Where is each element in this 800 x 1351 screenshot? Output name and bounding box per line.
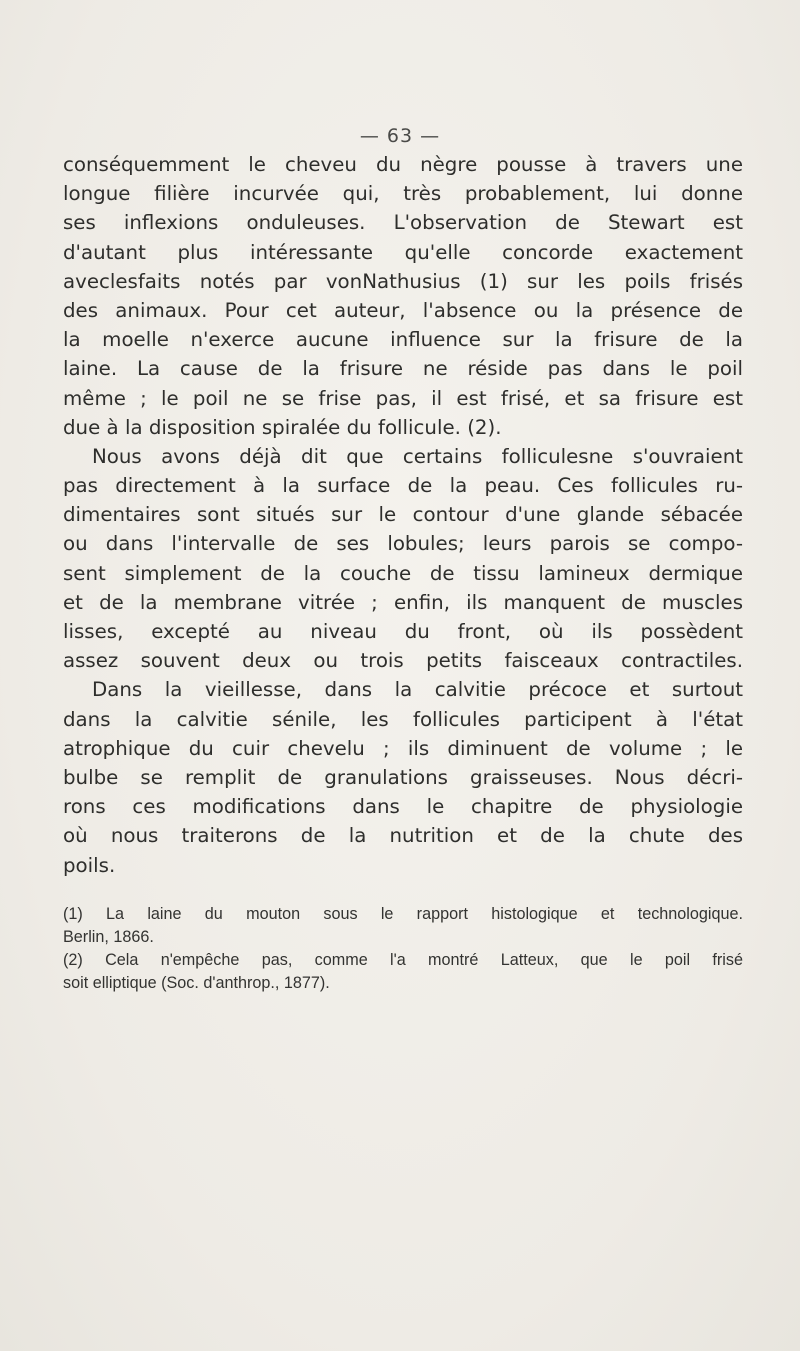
text-line: due à la disposition spiralée du follicule. (2). (63, 415, 502, 439)
text-line: aveclesfaits notés par vonNathusius (1) sur les poils frisés (63, 269, 743, 293)
text-line: d'autant plus intéressante qu'elle concorde exactement (63, 240, 743, 264)
text-line: bulbe se remplit de granulations graisseuses. Nous décri- (63, 765, 743, 789)
text-line: assez souvent deux ou trois petits faisceaux contractiles. (63, 649, 743, 673)
text-line: Nous avons déjà dit que certains folliculesne s'ouvraient (92, 444, 743, 468)
text-line: des animaux. Pour cet auteur, l'absence ou la présence de (63, 298, 743, 322)
text-line: atrophique du cuir chevelu ; ils diminuent de volume ; le (63, 736, 743, 760)
text-line: dimentaires sont situés sur le contour d'une glande sébacée (63, 503, 743, 527)
text-line: lisses, excepté au niveau du front, où ils possèdent (63, 620, 743, 643)
text-line: Dans la vieillesse, dans la calvitie précoce et surtout (92, 678, 743, 702)
text-line: même ; le poil ne se frise pas, il est frisé, et sa frisure est (63, 386, 743, 410)
text-line: la moelle n'exerce aucune influence sur la frisure de la (63, 328, 743, 352)
footnotes (63, 903, 743, 995)
text-line: où nous traiterons de la nutrition et de la chute des (63, 824, 743, 848)
body-paragraphs (63, 150, 743, 880)
page-number: — 63 — (359, 125, 441, 147)
text-line: sent simplement de la couche de tissu lamineux dermique (63, 561, 743, 585)
text-line: pas directement à la surface de la peau. Ces follicules ru- (63, 474, 743, 498)
text-line: poils. (63, 853, 116, 877)
footnote-line: (2) Cela n'empêche pas, comme l'a montré Latteux, que le poil frisé (63, 951, 743, 969)
footnote-line: Berlin, 1866. (63, 928, 154, 946)
text-line: dans la calvitie sénile, les follicules participent à l'état (63, 707, 743, 731)
footnote-line: soit elliptique (Soc. d'anthrop., 1877). (63, 974, 330, 992)
text-line: conséquemment le cheveu du nègre pousse à travers une (63, 153, 743, 176)
text-line: ou dans l'intervalle de ses lobules; leurs parois se compo- (63, 532, 743, 556)
footnote-line: (1) La laine du mouton sous le rapport histologique et technologique. (63, 905, 743, 923)
text-line: longue filière incurvée qui, très probablement, lui donne (63, 182, 743, 206)
text-line: rons ces modifications dans le chapitre de physiologie (63, 795, 743, 819)
text-line: ses inflexions onduleuses. L'observation de Stewart est (63, 211, 743, 235)
text-line: laine. La cause de la frisure ne réside pas dans le poil (63, 357, 743, 381)
text-line: et de la membrane vitrée ; enfin, ils manquent de muscles (63, 590, 743, 614)
